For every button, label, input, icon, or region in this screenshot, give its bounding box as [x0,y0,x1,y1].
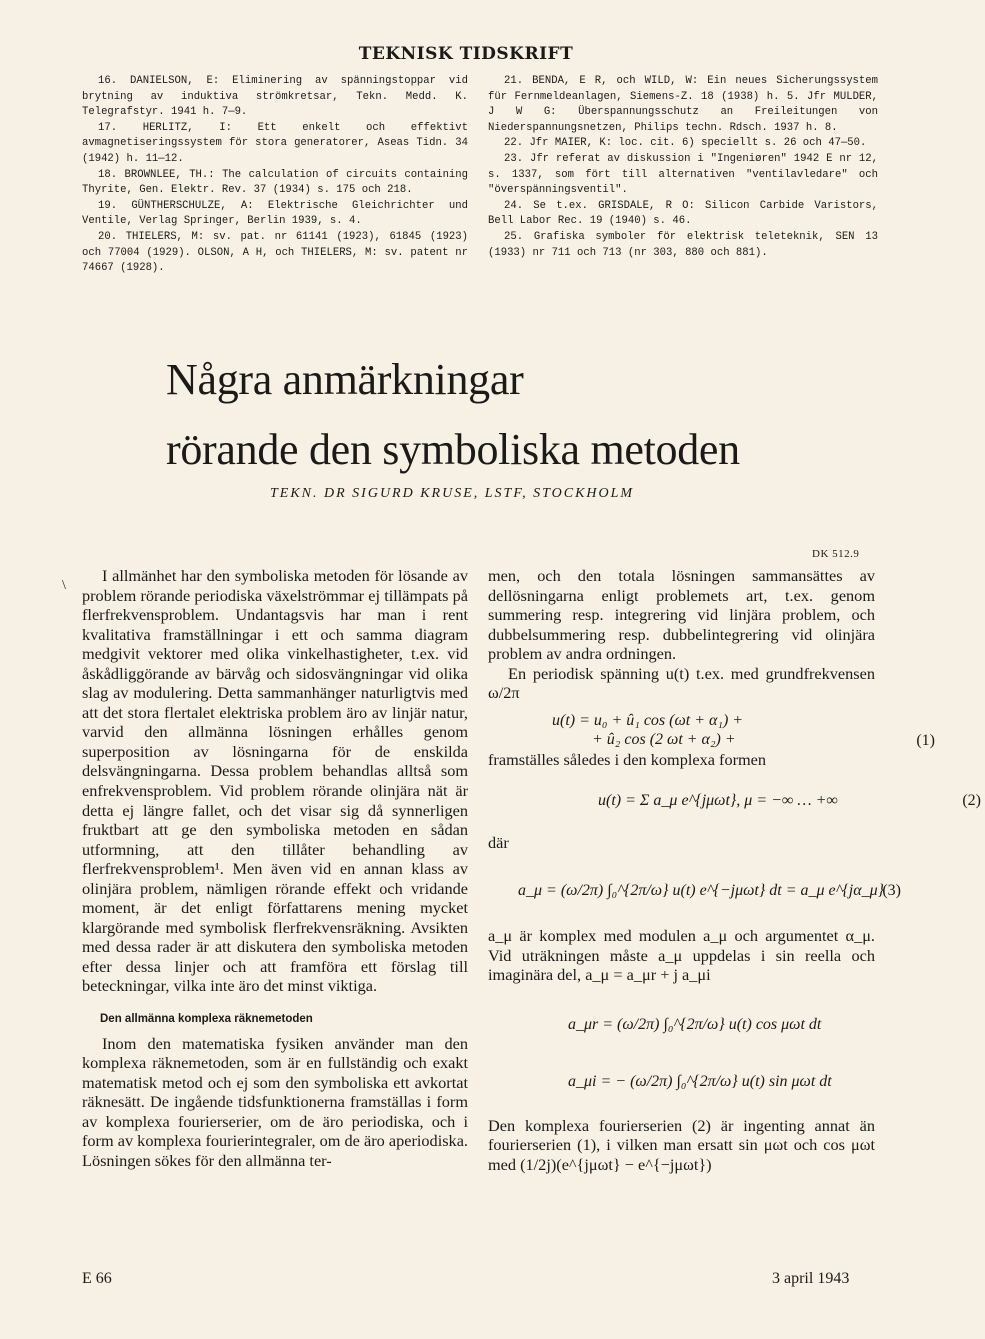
section-paragraph: Inom den matematiska fysiken använder man den komplexa räknemetoden, som är en fullständig och exakt matematisk metod och ej som den symboliska ett avkortat räknesätt. De ingående tidsfunktionerna framställas i form av komplexa fourierserier, om de äro periodiska, och i form av komplexa fourierintegraler, om de äro aperiodiska. Lösningen sökes för den allmänna ter- [82,1033,468,1170]
equation-2-body: u(t) = Σ a_μ e^{jμωt}, μ = −∞ … +∞ [598,792,838,810]
margin-mark: \ [62,578,66,593]
reference-text: Grafiska symboler för elektrisk teleteknik, SEN 13 (1933) nr 711 och 713 (nr 303, 880 och 881). [488,230,878,259]
title-line-2: rörande den symboliska metoden [166,425,740,474]
reference-item [488,199,878,230]
right-column [488,566,981,1174]
reference-item [82,230,468,277]
reference-number: 20. [98,230,118,243]
reference-text: THIELERS, M: sv. pat. nr 61141 (1923), 61845 (1923) och 77004 (1929). OLSON, A H, och THIELERS, M: sv. patent nr 74667 (1928). [82,230,468,275]
reference-item [488,230,878,261]
equation-3 [488,853,905,927]
reference-number: 18. [98,168,118,181]
reference-item [82,168,468,199]
equation-1-line-2: + û₂ cos (2 ωt + α₂) + [592,731,736,749]
fourier-paragraph: Den komplexa fourierserien (2) är ingenting annat än fourierserien (1), i vilken man ersatt sin μωt och cos μωt med (1/2j)(e^{jμωt} − e^{−jμωt}) [488,1115,875,1174]
reference-number: 19. [98,199,118,212]
reference-number: 22. [504,137,524,150]
continuation-paragraph: men, och den totala lösningen sammansättes av dellösningarna enligt problemets art, t.ex. genom summering resp. integrering vid linjära problem, och dubbelsummering resp. dubbelintegrering vid olinjära problem av andra ordningen. [488,566,875,664]
equation-2-number: (2) [962,792,981,810]
equation-real-part [488,985,955,1057]
intro-paragraph: I allmänhet har den symboliska metoden för lösande av problem rörande periodiska växelströmmar ej tillämpats på flerfrekvensproblem. Undantagsvis har man i rent kvalitativa framställningar i ett och samma diagram medgivit vektorer med olika vinkelhastigheter, t.ex. vid åskådliggörande av bärvåg och sidosvängningar vid olika slag av modulering. Detta sammanhänger naturligtvis med att det stora flertalet elektriska problem äro av linjär natur, varvid den allmänna lösningen erhålles genom superposition av lösningarna för de enskilda delsvängningarna. Dessa problem behandlas alltså som enfrekvensproblem. Vid problem rörande olinjära nät är detta ej längre fallet, och det visar sig då synnerligen fruktbart att ge den symboliska metoden en sådan utformning, att den tillåter behandling av flerfrekvensproblem¹. Men även vid en annan klass av olinjära problem, nämligen rörande effekt och vridande moment, är det enligt författarens mening mycket klargörande med symbolisk flerfrekvensräkning. Avsikten med dessa rader är att diskutera den symboliska metoden efter dessa linjer och att framföra ett förslag till beteckningar, vilka inte äro det minst viktiga. [82,566,468,996]
reference-text: BENDA, E R, och WILD, W: Ein neues Sicherungssystem für Fernmeldeanlagen, Siemens-Z. 18 (1938) h. 5. Jfr MULDER, J W G: Überspannungsschutz an Freileitungen von Niederspannungsnetzen, Philips techn. Rdsch. 1937 h. 8. [488,75,878,134]
reference-item [488,74,878,136]
modulus-paragraph: a_μ är komplex med modulen a_μ och argumentet α_μ. Vid uträkningen måste a_μ uppdelas i sin reella och imaginära del, a_μ = a_μr + j a_μi [488,926,875,985]
equation-imaginary-part [488,1056,955,1116]
reference-number: 25. [504,230,524,243]
equation-2 [488,769,985,833]
reference-text: HERLITZ, I: Ett enkelt och effektivt avmagnetiseringssystem för stora generatorer, Aseas Tidn. 34 (1942) h. 11—12. [82,121,468,165]
complex-form-paragraph: framställes således i den komplexa formen [488,749,767,769]
periodic-voltage-paragraph: En periodisk spänning u(t) t.ex. med grundfrekvensen ω/2π [488,663,875,703]
journal-header: TEKNISK TIDSKRIFT [358,44,574,64]
reference-item [488,152,878,199]
page-number: E 66 [82,1270,112,1287]
reference-text: DANIELSON, E: Eliminering av spänningstoppar vid brytning av induktiva strömkretsar, Tekn. Medd. K. Telegrafstyr. 1941 h. 7—9. [82,75,469,119]
section-heading: Den allmänna komplexa räknemetoden [100,1013,313,1026]
equation-3-number: (3) [882,881,901,899]
left-column [82,566,468,1170]
equation-imaginary-part-body: a_μi = − (ω/2π) ∫₀^{2π/ω} u(t) sin μωt dt [568,1073,832,1091]
reference-number: 24. [504,199,524,212]
title-line-1: Några anmärkningar [166,355,524,404]
reference-item [82,199,468,230]
reference-number: 16. [98,75,118,87]
article-title [166,345,866,485]
equation-1 [488,711,939,750]
dar-label: där [488,833,509,853]
reference-text: GÜNTHERSCHULZE, A: Elektrische Gleichrichter und Ventile, Verlag Springer, Berlin 1939, s. 4. [82,199,469,228]
reference-number: 21. [504,75,524,87]
reference-number: 23. [504,152,524,165]
reference-item [82,121,468,168]
references-left [82,74,468,277]
issue-date: 3 april 1943 [772,1270,850,1287]
reference-text: Jfr MAIER, K: loc. cit. 6) speciellt s. 26 och 47—50. [529,137,867,150]
reference-number: 17. [98,121,118,134]
references-right [488,74,878,261]
author-line: TEKN. DR SIGURD KRUSE, LSTF, STOCKHOLM [270,486,635,501]
reference-item [82,74,468,121]
equation-real-part-body: a_μr = (ω/2π) ∫₀^{2π/ω} u(t) cos μωt dt [568,1015,822,1033]
equation-1-line-1: u(t) = u₀ + û₁ cos (ωt + α₁) + [552,711,744,729]
dk-classification: DK 512.9 [812,548,860,560]
reference-text: BROWNLEE, TH.: The calculation of circuits containing Thyrite, Gen. Elektr. Rev. 37 (1934) s. 175 och 218. [82,168,469,197]
reference-text: Se t.ex. GRISDALE, R O: Silicon Carbide Varistors, Bell Labor Rec. 19 (1940) s. 46. [488,199,878,228]
equation-3-body: a_μ = (ω/2π) ∫₀^{2π/ω} u(t) e^{−jμωt} dt = a_μ e^{jα_μ} [518,881,885,899]
reference-text: Jfr referat av diskussion i "Ingeniøren" 1942 E nr 12, s. 1337, som fört till alternativen "ventilavledare" och "överspänningsventil". [488,152,879,197]
equation-1-number: (1) [916,731,935,749]
reference-item [488,136,878,152]
